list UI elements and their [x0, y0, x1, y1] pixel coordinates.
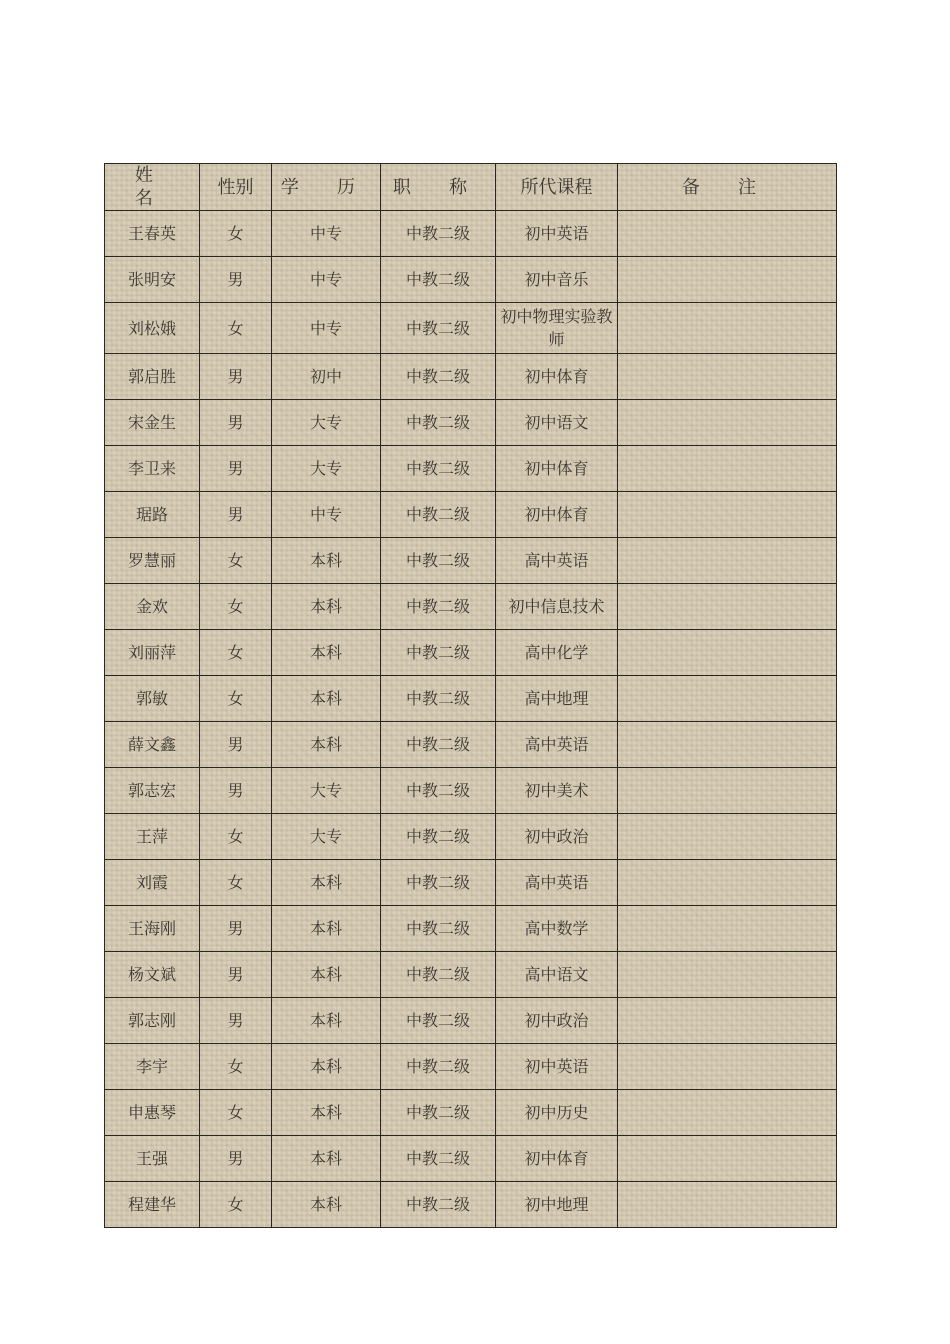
- cell-gender: 女: [200, 538, 272, 584]
- cell-name: 李宇: [105, 1044, 200, 1090]
- cell-name: 刘松娥: [105, 303, 200, 354]
- cell-name: 王强: [105, 1136, 200, 1182]
- cell-education: 本科: [272, 676, 381, 722]
- cell-course: 初中体育: [496, 1136, 618, 1182]
- cell-notes: [618, 906, 837, 952]
- cell-gender: 男: [200, 1136, 272, 1182]
- table-row: [105, 354, 837, 400]
- table-row: [105, 630, 837, 676]
- cell-education: 本科: [272, 1090, 381, 1136]
- cell-name: 刘丽萍: [105, 630, 200, 676]
- cell-title: 中教二级: [381, 1090, 496, 1136]
- cell-course: 初中政治: [496, 998, 618, 1044]
- table-row: [105, 1182, 837, 1228]
- cell-name: 薛文鑫: [105, 722, 200, 768]
- cell-name: 琚路: [105, 492, 200, 538]
- cell-course: 初中英语: [496, 1044, 618, 1090]
- table-row: [105, 906, 837, 952]
- cell-gender: 女: [200, 211, 272, 257]
- cell-name: 王春英: [105, 211, 200, 257]
- cell-course: 初中体育: [496, 492, 618, 538]
- cell-name: 张明安: [105, 257, 200, 303]
- cell-name: 罗慧丽: [105, 538, 200, 584]
- cell-notes: [618, 1182, 837, 1228]
- cell-course: 高中数学: [496, 906, 618, 952]
- cell-education: 本科: [272, 906, 381, 952]
- cell-gender: 女: [200, 303, 272, 354]
- cell-notes: [618, 998, 837, 1044]
- cell-education: 本科: [272, 1182, 381, 1228]
- cell-title: 中教二级: [381, 906, 496, 952]
- cell-course: 初中政治: [496, 814, 618, 860]
- cell-education: 大专: [272, 400, 381, 446]
- cell-course: 高中地理: [496, 676, 618, 722]
- cell-notes: [618, 676, 837, 722]
- cell-education: 中专: [272, 257, 381, 303]
- cell-name: 杨文斌: [105, 952, 200, 998]
- cell-gender: 男: [200, 400, 272, 446]
- cell-notes: [618, 446, 837, 492]
- header-name: 姓 名: [105, 164, 200, 211]
- cell-education: 本科: [272, 1044, 381, 1090]
- cell-title: 中教二级: [381, 400, 496, 446]
- cell-name: 宋金生: [105, 400, 200, 446]
- cell-notes: [618, 630, 837, 676]
- cell-course: 初中体育: [496, 446, 618, 492]
- cell-course: 初中美术: [496, 768, 618, 814]
- table-row: [105, 952, 837, 998]
- cell-notes: [618, 492, 837, 538]
- table-row: [105, 722, 837, 768]
- table-body: [105, 211, 837, 1228]
- cell-title: 中教二级: [381, 1136, 496, 1182]
- cell-notes: [618, 722, 837, 768]
- cell-gender: 女: [200, 630, 272, 676]
- cell-name: 金欢: [105, 584, 200, 630]
- cell-notes: [618, 400, 837, 446]
- table-row: [105, 1044, 837, 1090]
- cell-education: 大专: [272, 768, 381, 814]
- cell-name: 郭志宏: [105, 768, 200, 814]
- table-row: [105, 860, 837, 906]
- cell-title: 中教二级: [381, 446, 496, 492]
- cell-education: 本科: [272, 860, 381, 906]
- cell-notes: [618, 211, 837, 257]
- cell-name: 王萍: [105, 814, 200, 860]
- table-row: [105, 211, 837, 257]
- cell-name: 程建华: [105, 1182, 200, 1228]
- table-row: [105, 257, 837, 303]
- cell-education: 本科: [272, 1136, 381, 1182]
- cell-gender: 女: [200, 1044, 272, 1090]
- header-row: [105, 164, 837, 211]
- cell-title: 中教二级: [381, 1044, 496, 1090]
- cell-gender: 男: [200, 768, 272, 814]
- cell-gender: 女: [200, 676, 272, 722]
- cell-notes: [618, 1044, 837, 1090]
- table-row: [105, 400, 837, 446]
- table-row: [105, 584, 837, 630]
- cell-title: 中教二级: [381, 257, 496, 303]
- cell-name: 刘霞: [105, 860, 200, 906]
- cell-title: 中教二级: [381, 952, 496, 998]
- cell-gender: 女: [200, 1182, 272, 1228]
- cell-title: 中教二级: [381, 998, 496, 1044]
- cell-notes: [618, 952, 837, 998]
- cell-title: 中教二级: [381, 354, 496, 400]
- cell-name: 郭敏: [105, 676, 200, 722]
- cell-education: 本科: [272, 538, 381, 584]
- cell-notes: [618, 257, 837, 303]
- cell-gender: 男: [200, 257, 272, 303]
- table-row: [105, 1090, 837, 1136]
- cell-course: 初中音乐: [496, 257, 618, 303]
- cell-course: 初中历史: [496, 1090, 618, 1136]
- table-row: [105, 446, 837, 492]
- cell-gender: 女: [200, 860, 272, 906]
- cell-gender: 男: [200, 998, 272, 1044]
- table-row: [105, 676, 837, 722]
- cell-course: 初中语文: [496, 400, 618, 446]
- cell-title: 中教二级: [381, 1182, 496, 1228]
- header-title: 职 称: [381, 164, 496, 211]
- cell-gender: 男: [200, 906, 272, 952]
- cell-gender: 男: [200, 952, 272, 998]
- cell-notes: [618, 1090, 837, 1136]
- cell-gender: 男: [200, 492, 272, 538]
- cell-education: 本科: [272, 630, 381, 676]
- header-course: 所代课程: [496, 164, 618, 211]
- cell-course: 初中体育: [496, 354, 618, 400]
- cell-education: 大专: [272, 446, 381, 492]
- table-row: [105, 538, 837, 584]
- cell-gender: 女: [200, 584, 272, 630]
- cell-gender: 女: [200, 814, 272, 860]
- cell-notes: [618, 814, 837, 860]
- table-row: [105, 998, 837, 1044]
- cell-education: 中专: [272, 211, 381, 257]
- table-row: [105, 303, 837, 354]
- cell-notes: [618, 768, 837, 814]
- cell-education: 本科: [272, 722, 381, 768]
- header-gender: 性别: [200, 164, 272, 211]
- cell-name: 郭志刚: [105, 998, 200, 1044]
- cell-course: 初中英语: [496, 211, 618, 257]
- header-education: 学 历: [272, 164, 381, 211]
- cell-title: 中教二级: [381, 211, 496, 257]
- cell-education: 大专: [272, 814, 381, 860]
- cell-title: 中教二级: [381, 722, 496, 768]
- cell-gender: 女: [200, 1090, 272, 1136]
- cell-title: 中教二级: [381, 768, 496, 814]
- cell-title: 中教二级: [381, 492, 496, 538]
- cell-course: 高中英语: [496, 538, 618, 584]
- cell-name: 王海刚: [105, 906, 200, 952]
- table-row: [105, 768, 837, 814]
- cell-title: 中教二级: [381, 676, 496, 722]
- cell-notes: [618, 303, 837, 354]
- table-row: [105, 492, 837, 538]
- cell-name: 李卫来: [105, 446, 200, 492]
- cell-title: 中教二级: [381, 814, 496, 860]
- cell-notes: [618, 1136, 837, 1182]
- cell-education: 中专: [272, 492, 381, 538]
- cell-course: 高中英语: [496, 860, 618, 906]
- cell-course: 初中物理实验教师: [496, 303, 618, 354]
- cell-course: 初中信息技术: [496, 584, 618, 630]
- cell-course: 高中化学: [496, 630, 618, 676]
- cell-notes: [618, 538, 837, 584]
- cell-title: 中教二级: [381, 303, 496, 354]
- cell-education: 初中: [272, 354, 381, 400]
- cell-notes: [618, 860, 837, 906]
- cell-title: 中教二级: [381, 860, 496, 906]
- cell-name: 申惠琴: [105, 1090, 200, 1136]
- table-row: [105, 814, 837, 860]
- cell-title: 中教二级: [381, 584, 496, 630]
- cell-education: 中专: [272, 303, 381, 354]
- cell-notes: [618, 584, 837, 630]
- cell-name: 郭启胜: [105, 354, 200, 400]
- staff-table: [104, 163, 837, 1228]
- cell-title: 中教二级: [381, 538, 496, 584]
- cell-education: 本科: [272, 998, 381, 1044]
- header-notes: 备 注: [618, 164, 837, 211]
- cell-course: 初中地理: [496, 1182, 618, 1228]
- cell-title: 中教二级: [381, 630, 496, 676]
- cell-gender: 男: [200, 354, 272, 400]
- cell-gender: 男: [200, 722, 272, 768]
- cell-gender: 男: [200, 446, 272, 492]
- cell-course: 高中英语: [496, 722, 618, 768]
- cell-notes: [618, 354, 837, 400]
- cell-course: 高中语文: [496, 952, 618, 998]
- cell-education: 本科: [272, 952, 381, 998]
- cell-education: 本科: [272, 584, 381, 630]
- table-row: [105, 1136, 837, 1182]
